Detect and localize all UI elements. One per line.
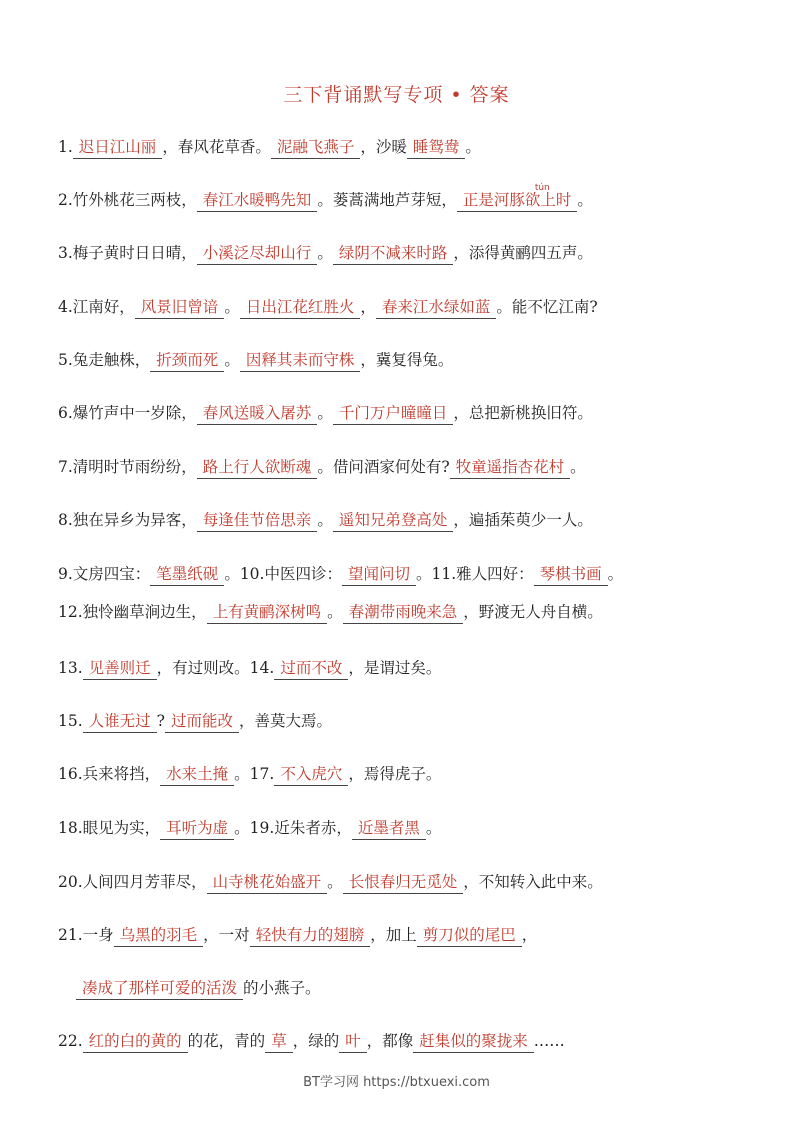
prompt-text: 。 xyxy=(317,404,333,422)
answer-blank: 山寺桃花始盛开 xyxy=(207,871,328,894)
answer-blank: 红的白的黄的 xyxy=(83,1030,188,1053)
answer-blank: 春潮带雨晚来急 xyxy=(343,601,464,624)
answer-blank: 笔墨纸砚 xyxy=(150,563,224,586)
answer-blank: 过而能改 xyxy=(165,710,239,733)
prompt-text: 6.爆竹声中一岁除， xyxy=(58,404,197,422)
prompt-text: 。 xyxy=(327,603,343,621)
prompt-text: ，不知转入此中来。 xyxy=(463,873,603,891)
answer-blank: 琴棋书画 xyxy=(534,563,608,586)
answer-line-1 xyxy=(58,135,753,159)
answer-blank: 乌黑的羽毛 xyxy=(114,924,204,947)
answer-blank: 折颈而死 xyxy=(150,349,224,372)
prompt-text: 。17. xyxy=(234,765,275,783)
prompt-text: 2.竹外桃花三两枝， xyxy=(58,191,197,209)
answer-blank: 春江水暖鸭先知 xyxy=(197,189,318,212)
prompt-text: 22. xyxy=(58,1032,83,1050)
answer-blank: 春来江水绿如蓝 xyxy=(376,296,497,319)
prompt-text: ，善莫大焉。 xyxy=(239,712,333,730)
answer-line-10 xyxy=(58,600,753,624)
answer-blank: 正是河豚欲上时 tún xyxy=(457,189,578,212)
prompt-text: 13. xyxy=(58,659,83,677)
prompt-text: 。11.雅人四好： xyxy=(415,565,534,583)
prompt-text: ，添得黄鹂四五声。 xyxy=(453,244,593,262)
answer-blank: 人谁无过 xyxy=(83,710,157,733)
answer-blank: 路上行人欲断魂 xyxy=(197,456,318,479)
answer-blank: 赶集似的聚拢来 xyxy=(413,1030,534,1053)
answer-blank: 不入虎穴 xyxy=(274,763,348,786)
answer-blank: 日出江花红胜火 xyxy=(240,296,361,319)
prompt-text: ，焉得虎子。 xyxy=(348,765,442,783)
answer-blank: 绿阴不减来时路 xyxy=(333,242,454,265)
prompt-text: 。 xyxy=(570,458,586,476)
answer-blank: 泥融飞燕子 xyxy=(271,136,361,159)
answer-line-9 xyxy=(58,562,753,586)
prompt-text: 。10.中医四诊： xyxy=(224,565,342,583)
prompt-text: 。 xyxy=(317,244,333,262)
prompt-text: …… xyxy=(533,1032,565,1050)
answer-line-5 xyxy=(58,348,753,372)
prompt-text: 。能不忆江南? xyxy=(496,298,598,316)
prompt-text: 16.兵来将挡， xyxy=(58,765,161,783)
prompt-text: 的花，青的 xyxy=(187,1032,266,1050)
answer-blank: 耳听为虚 xyxy=(160,817,234,840)
prompt-text: 18.眼见为实， xyxy=(58,819,161,837)
prompt-text: ，都像 xyxy=(366,1032,414,1050)
answer-blank: 睡鸳鸯 xyxy=(407,136,466,159)
answer-line-8 xyxy=(58,508,753,532)
answer-blank: 望闻问切 xyxy=(342,563,416,586)
prompt-text: 8.独在异乡为异客， xyxy=(58,511,197,529)
answer-line-3 xyxy=(58,241,753,265)
answer-blank: 见善则迁 xyxy=(83,657,157,680)
prompt-text: 。 xyxy=(577,191,593,209)
page-title: 三下背诵默写专项 • 答案 xyxy=(283,84,510,106)
answer-line-12 xyxy=(58,709,753,733)
prompt-text: 7.清明时节雨纷纷， xyxy=(58,458,197,476)
answer-line-6 xyxy=(58,401,753,425)
answer-line-11 xyxy=(58,656,753,680)
answer-blank: 轻快有力的翅膀 xyxy=(250,924,371,947)
answer-blank: 长恨春归无觅处 xyxy=(343,871,464,894)
answer-blank: 剪刀似的尾巴 xyxy=(417,924,522,947)
answer-blank: 草 xyxy=(265,1030,293,1053)
prompt-text: 9.文房四宝： xyxy=(58,565,151,583)
answer-line-16 xyxy=(58,923,753,947)
pinyin-annotation: tún xyxy=(534,183,550,193)
answer-line-18 xyxy=(58,1029,753,1053)
prompt-text: ，遍插茱萸少一人。 xyxy=(453,511,593,529)
prompt-text: 。 xyxy=(224,298,240,316)
prompt-text: 。19.近朱者赤， xyxy=(234,819,352,837)
answer-blank: 遥知兄弟登高处 xyxy=(333,509,454,532)
prompt-text: 的小燕子。 xyxy=(243,979,321,997)
prompt-text: ，冀复得兔。 xyxy=(360,351,454,369)
answer-line-13 xyxy=(58,762,753,786)
answer-blank: 叶 xyxy=(339,1030,367,1053)
answer-line-17 xyxy=(76,976,753,1000)
answer-line-14 xyxy=(58,816,753,840)
prompt-text: 1. xyxy=(58,138,73,156)
prompt-text: 12.独怜幽草涧边生， xyxy=(58,603,207,621)
answer-blank: 凑成了那样可爱的活泼 xyxy=(76,977,243,1000)
prompt-text: 3.梅子黄时日日晴， xyxy=(58,244,197,262)
prompt-text: 。蒌蒿满地芦芽短， xyxy=(317,191,457,209)
prompt-text: 21.一身 xyxy=(58,926,114,944)
prompt-text: 。 xyxy=(425,819,442,837)
answer-line-7 xyxy=(58,455,753,479)
answer-blank: 近墨者黑 xyxy=(352,817,426,840)
prompt-text: ? xyxy=(156,712,165,730)
prompt-text: ，加上 xyxy=(370,926,417,944)
prompt-text: ，有过则改。14. xyxy=(156,659,275,677)
prompt-text: ，是谓过矣。 xyxy=(348,659,442,677)
answer-blank: 风景旧曾谙 xyxy=(135,296,225,319)
answer-line-4 xyxy=(58,295,753,319)
footer-watermark: BT学习网 https://btxuexi.com xyxy=(303,1075,490,1090)
answer-blank: 因释其耒而守株 xyxy=(240,349,361,372)
prompt-text: ， xyxy=(521,926,538,944)
prompt-text: 4.江南好， xyxy=(58,298,135,316)
prompt-text: ，沙暖 xyxy=(360,138,407,156)
prompt-text: 5.兔走触株， xyxy=(58,351,151,369)
answer-blank: 牧童遥指杏花村 xyxy=(450,456,571,479)
answer-blank: 迟日江山丽 xyxy=(73,136,163,159)
prompt-text: 。 xyxy=(327,873,343,891)
answer-blank: 春风送暖入屠苏 xyxy=(197,402,318,425)
answer-blank: 千门万户曈曈日 xyxy=(333,402,454,425)
prompt-text: ，春风花草香。 xyxy=(162,138,271,156)
answer-blank: 水来土掩 xyxy=(160,763,234,786)
prompt-text: 。 xyxy=(607,565,624,583)
answer-blank: 每逢佳节倍思亲 xyxy=(197,509,318,532)
prompt-text: ，一对 xyxy=(203,926,250,944)
prompt-text: ，野渡无人舟自横。 xyxy=(463,603,603,621)
prompt-text: 。 xyxy=(224,351,240,369)
prompt-text: 15. xyxy=(58,712,83,730)
prompt-text: ， xyxy=(360,298,376,316)
answer-blank: 过而不改 xyxy=(274,657,348,680)
answer-line-15 xyxy=(58,870,753,894)
answer-blank: 小溪泛尽却山行 xyxy=(197,242,318,265)
prompt-text: ，绿的 xyxy=(292,1032,340,1050)
answer-line-2 xyxy=(58,183,753,212)
prompt-text: 。 xyxy=(317,511,333,529)
prompt-text: 。 xyxy=(465,138,481,156)
prompt-text: 20.人间四月芳菲尽， xyxy=(58,873,207,891)
answer-blank: 上有黄鹂深树鸣 xyxy=(207,601,328,624)
prompt-text: ，总把新桃换旧符。 xyxy=(453,404,593,422)
prompt-text: 。借问酒家何处有? xyxy=(317,458,450,476)
